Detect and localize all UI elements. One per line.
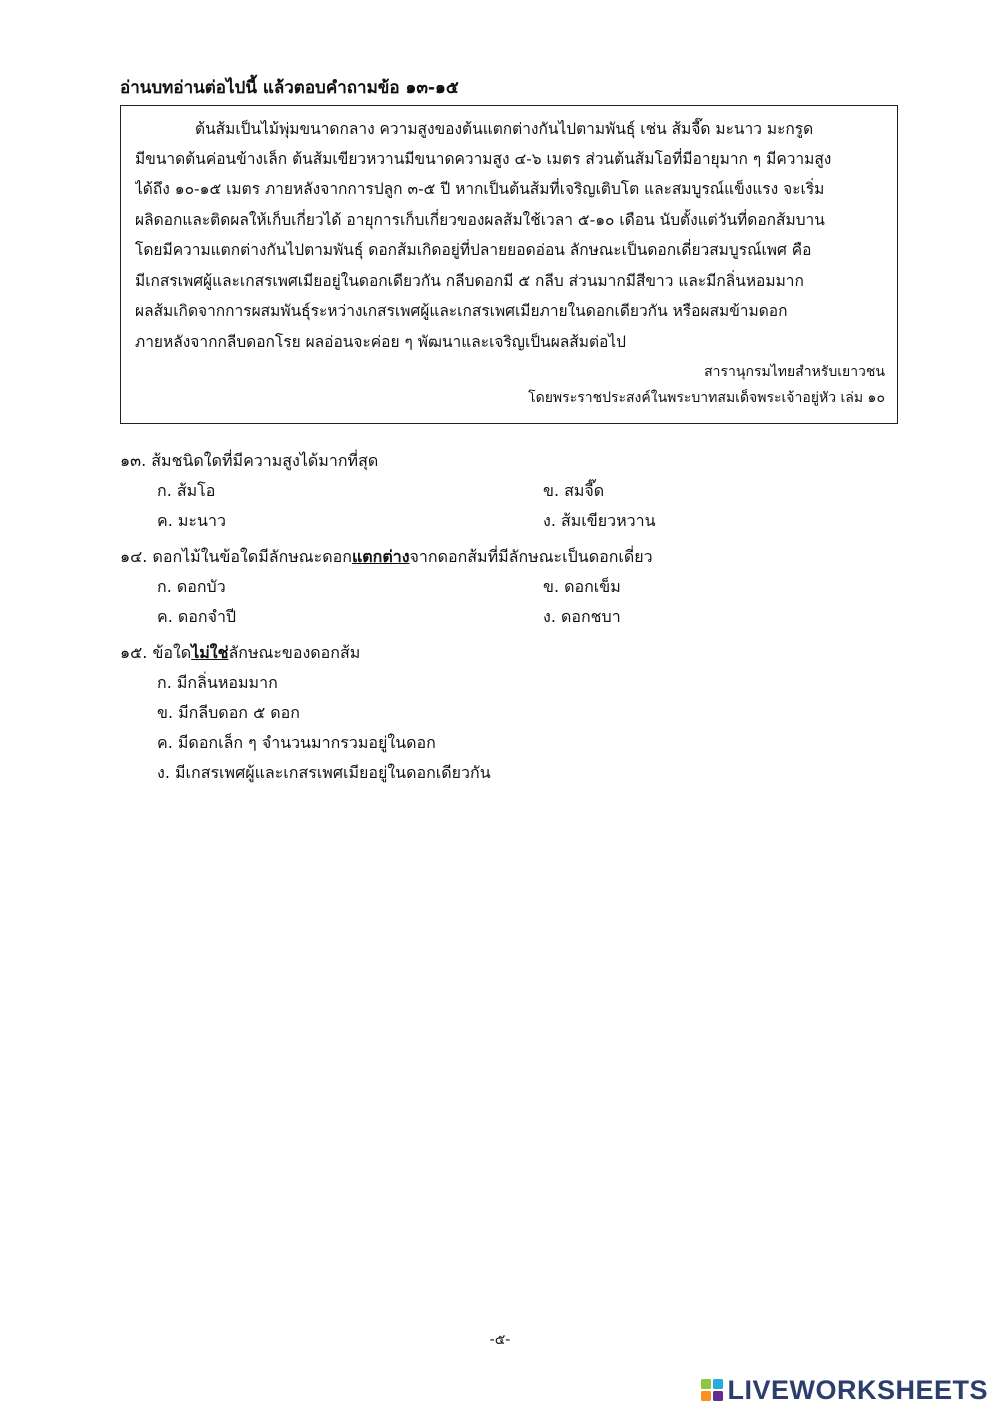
q14-option-b[interactable]: ข. ดอกเข็ม xyxy=(543,577,621,596)
question-15-stem-end: ลักษณะของดอกส้ม xyxy=(228,643,361,662)
q14-option-c[interactable]: ค. ดอกจำปี xyxy=(157,607,237,626)
question-14-stem xyxy=(120,545,653,569)
question-15-emphasis: ไม่ใช่ xyxy=(191,643,229,662)
q14-option-d[interactable]: ง. ดอกชบา xyxy=(543,607,621,626)
question-15-stem xyxy=(120,641,360,665)
liveworksheets-logo-icon xyxy=(701,1379,723,1401)
q15-option-a[interactable]: ก. มีกลิ่นหอมมาก xyxy=(157,673,278,692)
question-14-emphasis: แตกต่าง xyxy=(351,547,410,566)
passage-line: มีเกสรเพศผู้และเกสรเพศเมียอยู่ในดอกเดียวกัน กลีบดอกมี ๕ กลีบ ส่วนมากมีสีขาว และมีกลิ่นหอมมาก xyxy=(135,272,804,290)
liveworksheets-brand[interactable] xyxy=(701,1374,988,1406)
passage-box xyxy=(120,105,898,424)
passage-line: โดยมีความแตกต่างกันไปตามพันธุ์ ดอกส้มเกิดอยู่ที่ปลายยอดอ่อน ลักษณะเป็นดอกเดี่ยวสมบูรณ์เพศ คือ xyxy=(135,241,812,259)
passage-line: มีขนาดต้นค่อนข้างเล็ก ต้นส้มเขียวหวานมีขนาดความสูง ๔-๖ เมตร ส่วนต้นส้มโอที่มีอายุมาก ๆ มีความสูง xyxy=(135,150,832,168)
passage-source-detail: โดยพระราชประสงค์ในพระบาทสมเด็จพระเจ้าอยู่หัว เล่ม ๑๐ xyxy=(528,390,885,406)
liveworksheets-wordmark: LIVEWORKSHEETS xyxy=(727,1375,988,1405)
q15-option-c[interactable]: ค. มีดอกเล็ก ๆ จำนวนมากรวมอยู่ในดอก xyxy=(157,733,436,752)
q14-option-a[interactable]: ก. ดอกบัว xyxy=(157,577,226,596)
q15-option-d[interactable]: ง. มีเกสรเพศผู้และเกสรเพศเมียอยู่ในดอกเดียวกัน xyxy=(157,763,491,782)
passage-line: ผลส้มเกิดจากการผสมพันธุ์ระหว่างเกสรเพศผู้และเกสรเพศเมียภายในดอกเดียวกัน หรือผสมข้ามดอก xyxy=(135,302,788,320)
page-number: -๕- xyxy=(489,1332,511,1348)
question-15-stem-start: ๑๕. ข้อใด xyxy=(120,643,192,662)
passage-line: ผลิดอกและติดผลให้เก็บเกี่ยวได้ อายุการเก็บเกี่ยวของผลส้มใช้เวลา ๕-๑๐ เดือน นับตั้งแต่วันที่ดอกส้มบาน xyxy=(135,211,825,229)
passage-line: ต้นส้มเป็นไม้พุ่มขนาดกลาง ความสูงของต้นแตกต่างกันไปตามพันธุ์ เช่น ส้มจี๊ด มะนาว มะกรูด xyxy=(195,120,814,138)
question-14-stem-end: จากดอกส้มที่มีลักษณะเป็นดอกเดี่ยว xyxy=(409,547,653,566)
q13-option-c[interactable]: ค. มะนาว xyxy=(157,511,226,530)
passage-line: ภายหลังจากกลีบดอกโรย ผลอ่อนจะค่อย ๆ พัฒนาและเจริญเป็นผลส้มต่อไป xyxy=(135,333,626,351)
q15-option-b[interactable]: ข. มีกลีบดอก ๕ ดอก xyxy=(157,703,300,722)
q13-option-b[interactable]: ข. สมจี๊ด xyxy=(543,481,605,500)
question-13-stem: ๑๓. ส้มชนิดใดที่มีความสูงได้มากที่สุด xyxy=(120,451,379,470)
q13-option-d[interactable]: ง. ส้มเขียวหวาน xyxy=(543,511,656,530)
question-14-stem-start: ๑๔. ดอกไม้ในข้อใดมีลักษณะดอก xyxy=(120,547,352,566)
q13-option-a[interactable]: ก. ส้มโอ xyxy=(157,481,216,500)
passage-line: ได้ถึง ๑๐-๑๕ เมตร ภายหลังจากการปลูก ๓-๕ ปี หากเป็นต้นส้มที่เจริญเติบโต และสมบูรณ์แข็งแรง จะเริ่ม xyxy=(135,180,825,198)
passage-source: สารานุกรมไทยสำหรับเยาวชน xyxy=(704,364,885,380)
instruction-title: อ่านบทอ่านต่อไปนี้ แล้วตอบคำถามข้อ ๑๓-๑๕ xyxy=(120,78,459,98)
